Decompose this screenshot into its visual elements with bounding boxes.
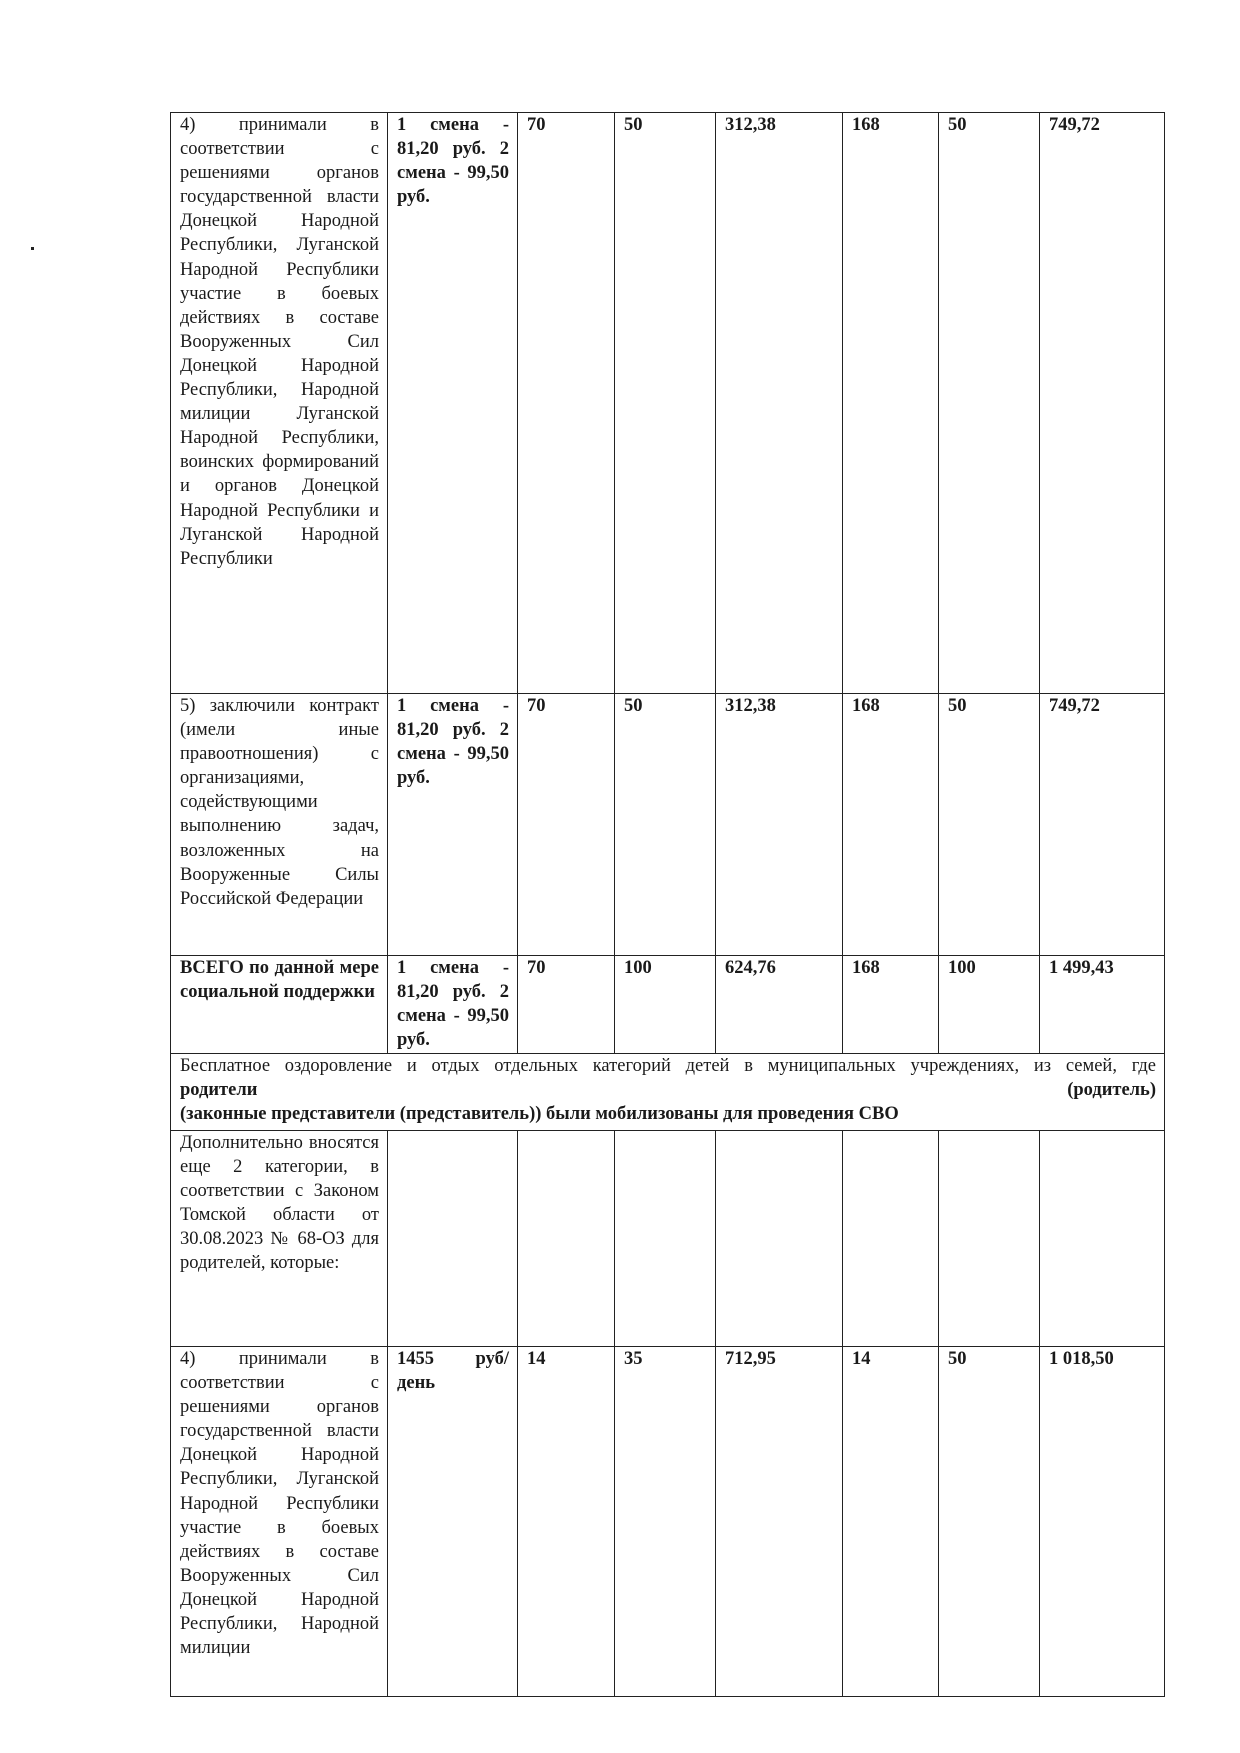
cost-per-shift: 1 смена - 81,20 руб. 2 смена - 99,50 руб.: [388, 113, 518, 694]
value-col3: [518, 1131, 615, 1347]
value-col6: 168: [843, 113, 939, 694]
category-description: Дополнительно вносятся еще 2 категории, в соответствии с Законом Томской области от 30.08.2023 № 68-ОЗ для родителей, которые:: [171, 1131, 388, 1347]
value-col7: 100: [939, 956, 1040, 1054]
value-col6: 168: [843, 694, 939, 956]
scan-speck: [31, 247, 34, 250]
value-col5: [716, 1131, 843, 1347]
value-col8: [1040, 1131, 1165, 1347]
value-col6: 168: [843, 956, 939, 1054]
cost-per-shift: 1 смена - 81,20 руб. 2 смена - 99,50 руб.: [388, 956, 518, 1054]
category-description: 4) принимали в соответствии с решениями органов государственной власти Донецкой Народной Республики, Луганской Народной Республики участие в боевых действиях в составе Вооруженных Сил Донецкой Народной Республики, Народной милиции Луганской Народной Республики, воинских формирований и органов Донецкой Народной Республики и Луганской Народной Республики: [171, 113, 388, 694]
value-col3: 70: [518, 956, 615, 1054]
value-col4: 100: [615, 956, 716, 1054]
value-col4: [615, 1131, 716, 1347]
cost-per-shift: [388, 1131, 518, 1347]
value-col3: 14: [518, 1347, 615, 1697]
value-col5: 712,95: [716, 1347, 843, 1697]
value-col5: 312,38: [716, 694, 843, 956]
cost-per-shift: 1 смена - 81,20 руб. 2 смена - 99,50 руб.: [388, 694, 518, 956]
value-col7: 50: [939, 694, 1040, 956]
cost-per-day: 1455 руб/ день: [388, 1347, 518, 1697]
section-header-line1: Бесплатное оздоровление и отдых отдельных категорий детей в муниципальных учреждениях, из семей, где: [180, 1056, 1156, 1076]
table-row: [171, 1131, 1165, 1347]
category-description: 4) принимали в соответствии с решениями органов государственной власти Донецкой Народной Республики, Луганской Народной Республики участие в боевых действиях в составе Вооруженных Сил Донецкой Народной Республики, Народной милиции: [171, 1347, 388, 1697]
value-col4: 50: [615, 113, 716, 694]
category-description: 5) заключили контракт (имели иные правоотношения) с организациями, содействующими выполнению задач, возложенных на Вооруженные Силы Российской Федерации: [171, 694, 388, 956]
value-col6: 14: [843, 1347, 939, 1697]
value-col4: 35: [615, 1347, 716, 1697]
value-col6: [843, 1131, 939, 1347]
value-col8: 749,72: [1040, 694, 1165, 956]
value-col7: 50: [939, 1347, 1040, 1697]
social-support-table: [170, 112, 1165, 1697]
value-col5: 624,76: [716, 956, 843, 1054]
value-col5: 312,38: [716, 113, 843, 694]
section-header-line2: [180, 1078, 1156, 1102]
section-header-parent: (родитель): [1067, 1080, 1156, 1101]
section-header: [171, 1054, 1165, 1131]
value-col8: 749,72: [1040, 113, 1165, 694]
value-col7: [939, 1131, 1040, 1347]
section-header-parents: родители: [180, 1080, 258, 1101]
section-header-row: [171, 1054, 1165, 1131]
table-row: [171, 694, 1165, 956]
value-col3: 70: [518, 694, 615, 956]
value-col4: 50: [615, 694, 716, 956]
section-header-line3: (законные представители (представитель)) были мобилизованы для проведения СВО: [180, 1104, 899, 1125]
table-row: [171, 113, 1165, 694]
value-col7: 50: [939, 113, 1040, 694]
total-row: [171, 956, 1165, 1054]
value-col8: 1 499,43: [1040, 956, 1165, 1054]
value-col8: 1 018,50: [1040, 1347, 1165, 1697]
total-label: ВСЕГО по данной мере социальной поддержки: [171, 956, 388, 1054]
value-col3: 70: [518, 113, 615, 694]
table-row: [171, 1347, 1165, 1697]
